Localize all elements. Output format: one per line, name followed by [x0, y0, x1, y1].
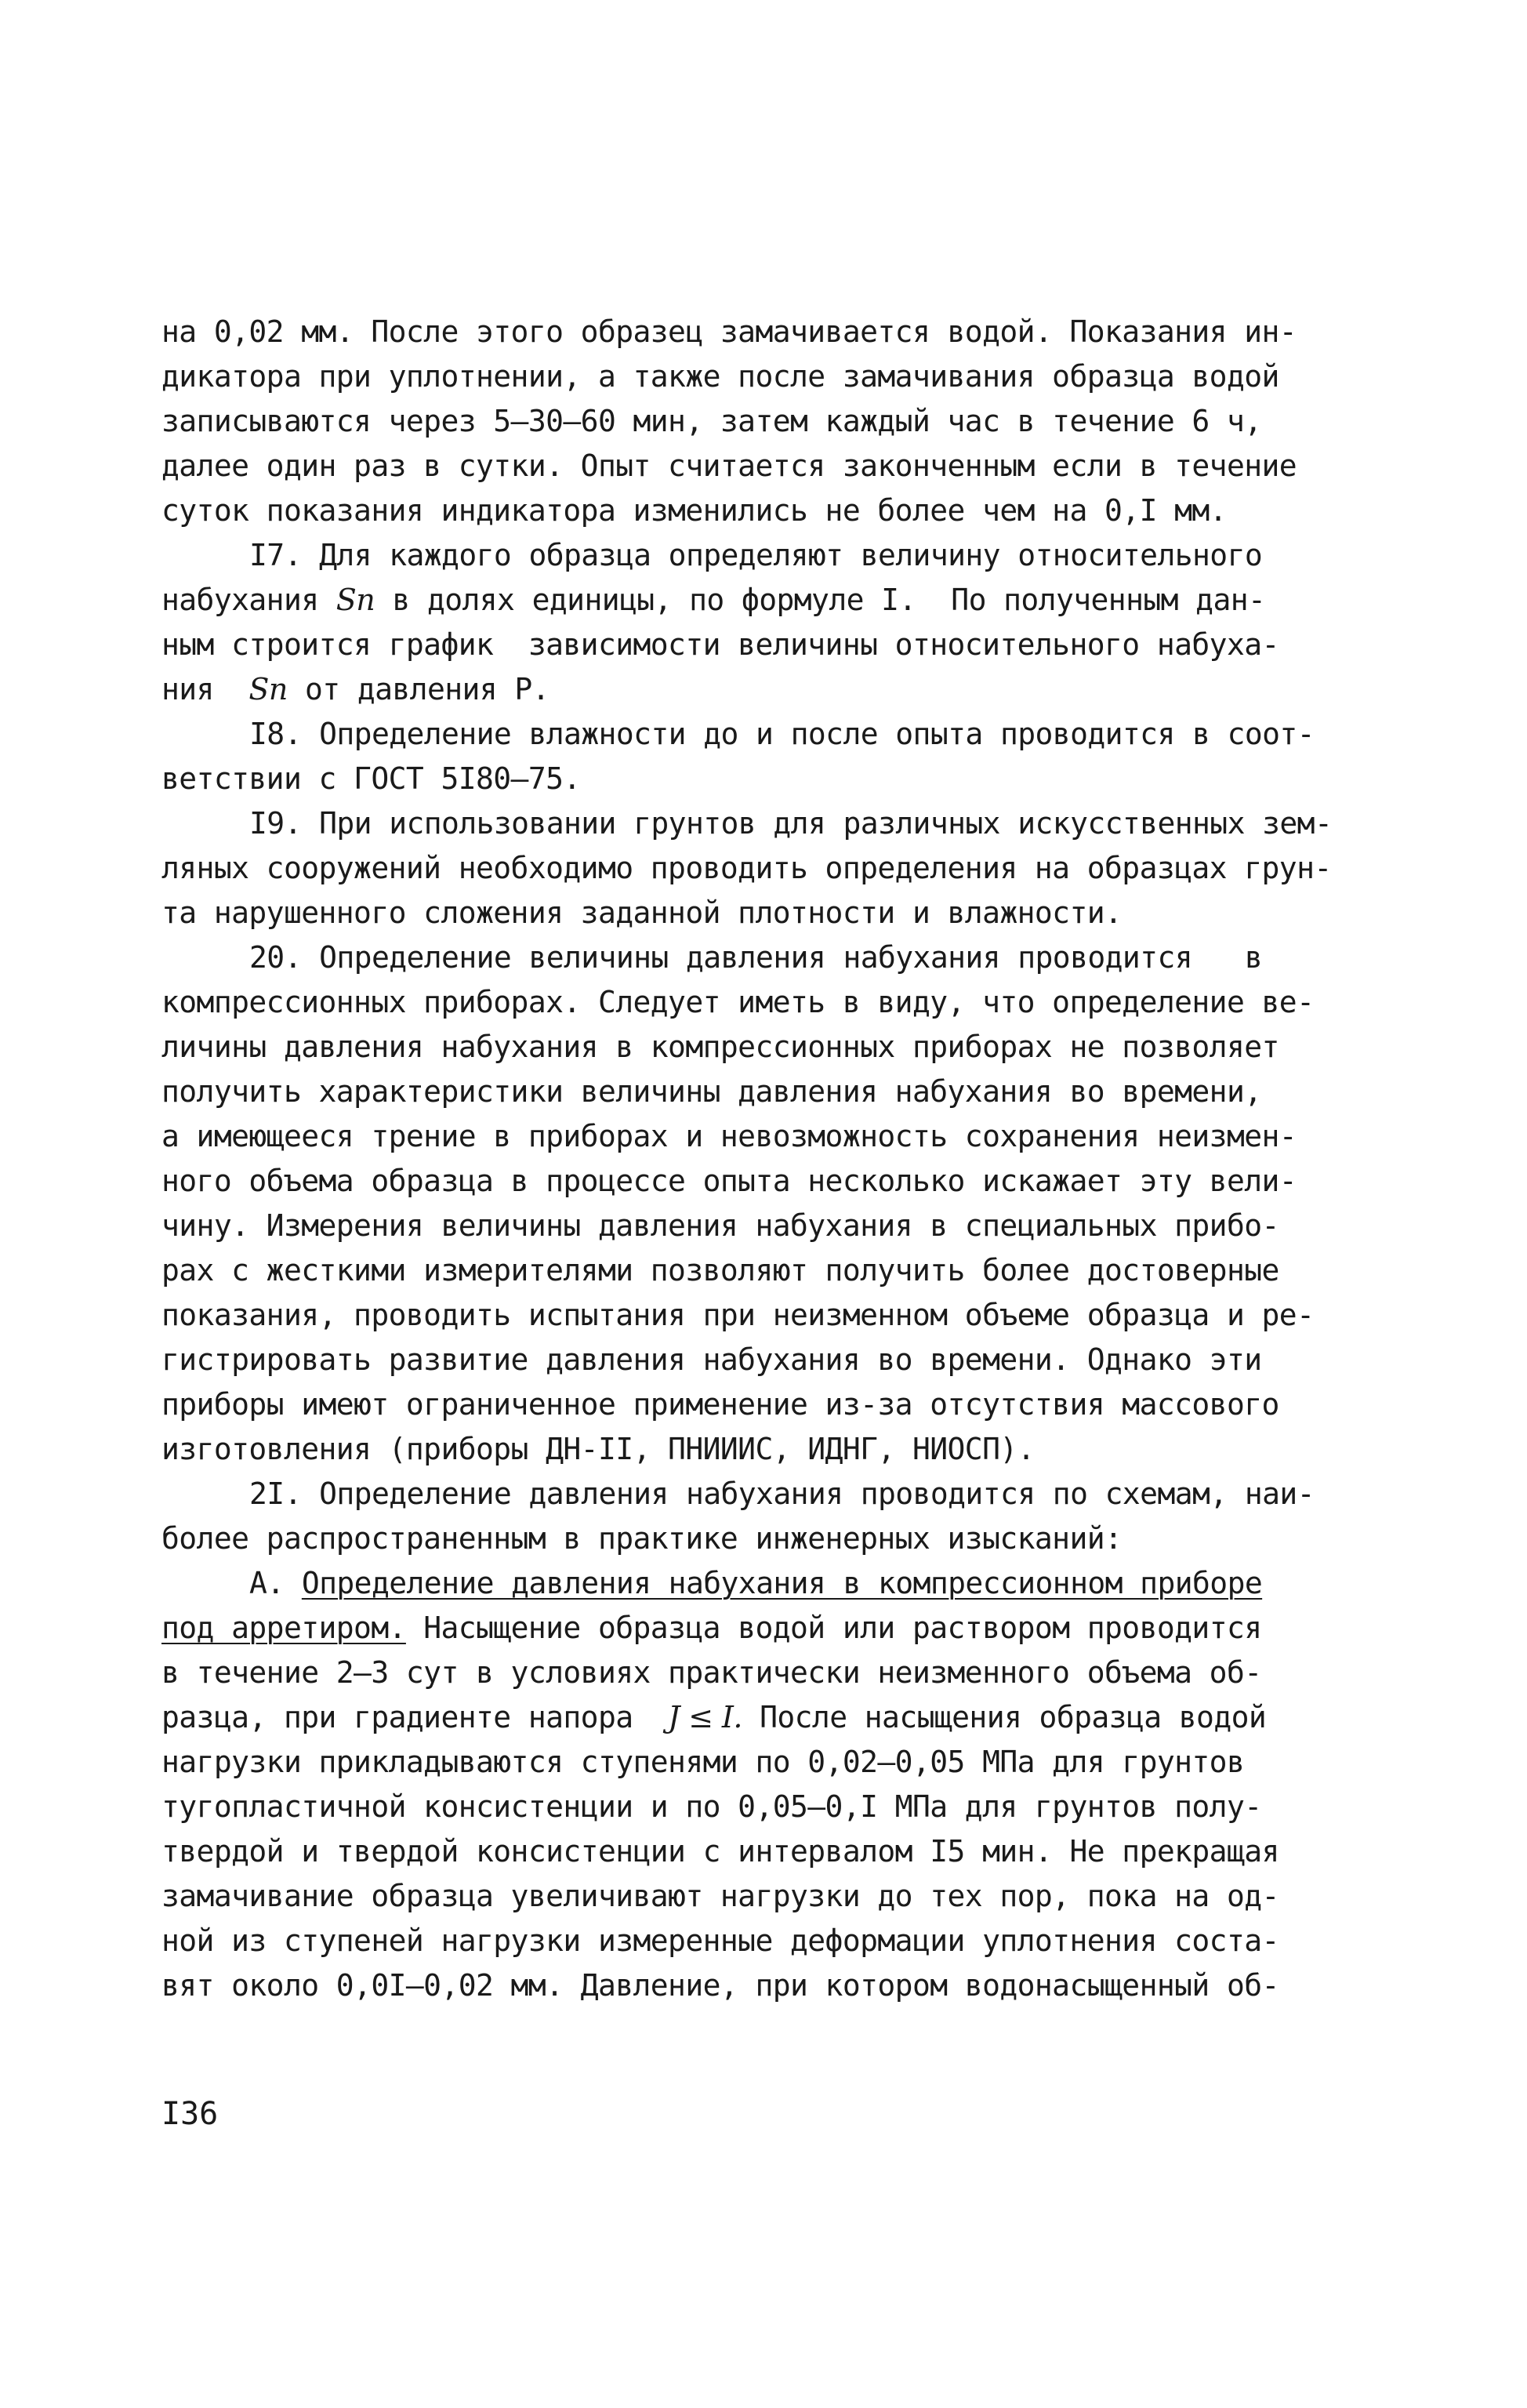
item-a-label: А. [249, 1566, 285, 1600]
text-line: показания, проводить испытания при неизменном объеме образца и ре- [161, 1298, 1315, 1332]
text-line: ной из ступеней нагрузки измеренные деформации уплотнения соста- [161, 1923, 1279, 1958]
item-a-title-end: под арретиром. [161, 1611, 406, 1645]
paragraph-19-start: I9. При использовании грунтов для различных искусственных зем- [249, 806, 1333, 841]
swelling-symbol: Sп [248, 672, 288, 706]
gradient-symbol: J ≤ I. [668, 1700, 742, 1734]
text-line [161, 578, 1376, 623]
text-line: личины давления набухания в компрессионных приборах не позволяет [161, 1030, 1279, 1064]
paragraph-18-start: I8. Определение влажности до и после опыта проводится в соот- [249, 717, 1315, 751]
text-line: рах с жесткими измерителями позволяют получить более достоверные [161, 1253, 1279, 1288]
text-line: получить характеристики величины давления набухания во времени, [161, 1074, 1262, 1109]
text-line [161, 1606, 1376, 1651]
item-a-heading [161, 1561, 1376, 1606]
text-fragment: разца, при градиенте напора [161, 1700, 633, 1734]
text-line: замачивание образца увеличивают нагрузки до тех пор, пока на од- [161, 1879, 1279, 1913]
text-line: вят около 0,0I–0,02 мм. Давление, при котором водонасыщенный об- [161, 1968, 1279, 2003]
text-line: дикатора при уплотнении, а также после замачивания образца водой [161, 359, 1279, 394]
paragraph-21-start: 2I. Определение давления набухания проводится по схемам, наи- [249, 1476, 1315, 1511]
text-line [161, 1695, 1376, 1740]
text-fragment: Насыщение образца водой или раствором проводится [423, 1611, 1262, 1645]
text-line: ным строится график зависимости величины относительного набуха- [161, 627, 1279, 662]
text-line: ветствии с ГОСТ 5I80–75. [161, 761, 581, 796]
text-fragment: набухания [161, 583, 319, 617]
text-line [161, 667, 1376, 712]
paragraph-20-start: 20. Определение величины давления набухания проводится в [249, 940, 1263, 975]
text-line: далее один раз в сутки. Опыт считается законченным если в течение [161, 449, 1297, 483]
text-line: а имеющееся трение в приборах и невозможность сохранения неизмен- [161, 1119, 1297, 1153]
text-line: суток показания индикатора изменились не более чем на 0,I мм. [161, 493, 1227, 528]
text-line: на 0,02 мм. После этого образец замачивается водой. Показания ин- [161, 314, 1297, 349]
text-line: более распространенным в практике инженерных изысканий: [161, 1521, 1123, 1556]
text-line: изготовления (приборы ДН-II, ПНИИИС, ИДНГ, НИОСП). [161, 1432, 1035, 1466]
item-a-title: Определение давления набухания в компрессионном приборе [301, 1566, 1263, 1600]
text-line: нагрузки прикладываются ступенями по 0,02–0,05 МПа для грунтов [161, 1745, 1245, 1779]
text-line: записываются через 5–30–60 мин, затем каждый час в течение 6 ч, [161, 404, 1262, 438]
text-line: твердой и твердой консистенции с интервалом I5 мин. Не прекращая [161, 1834, 1279, 1869]
text-fragment: ния [161, 672, 214, 706]
text-line: приборы имеют ограниченное применение из-за отсутствия массового [161, 1387, 1279, 1422]
text-line: ляных сооружений необходимо проводить определения на образцах грун- [161, 851, 1332, 885]
text-line: тугопластичной консистенции и по 0,05–0,I МПа для грунтов полу- [161, 1789, 1262, 1824]
paragraph-17-start: I7. Для каждого образца определяют величину относительного [249, 538, 1263, 572]
page-number: I36 [161, 2096, 219, 2132]
text-line: чину. Измерения величины давления набухания в специальных прибо- [161, 1208, 1279, 1243]
text-fragment: от давления Р. [305, 672, 550, 706]
text-line: в течение 2–3 сут в условиях практически неизменного объема об- [161, 1655, 1262, 1690]
text-fragment: После насыщения образца водой [760, 1700, 1267, 1734]
page-text [161, 310, 1376, 2008]
text-fragment: в долях единицы, по формуле I. По полученным дан- [392, 583, 1266, 617]
text-line: та нарушенного сложения заданной плотности и влажности. [161, 895, 1123, 930]
text-line: ного объема образца в процессе опыта несколько искажает эту вели- [161, 1164, 1297, 1198]
text-line: гистрировать развитие давления набухания во времени. Однако эти [161, 1342, 1262, 1377]
swelling-symbol: Sп [336, 583, 375, 617]
text-line: компрессионных приборах. Следует иметь в виду, что определение ве- [161, 985, 1315, 1019]
